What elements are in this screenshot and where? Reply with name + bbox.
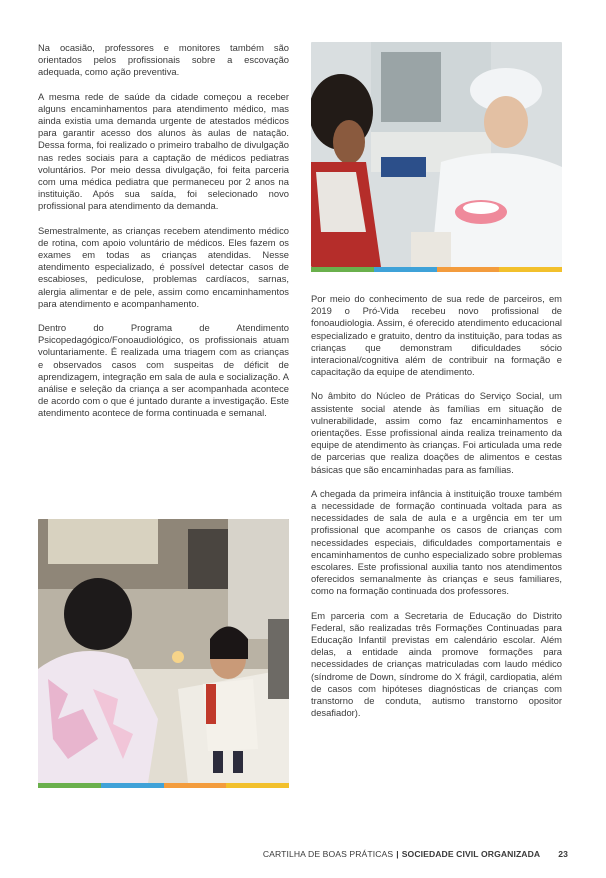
paragraph-dental-guidance: Na ocasião, professores e monitores também são orientados pelos profissionais sobre a escovação adequada, como ação preventiva. <box>38 42 289 78</box>
photo-color-stripe-right <box>311 267 562 272</box>
footer-publication: CARTILHA DE BOAS PRÁTICAS <box>262 849 394 859</box>
footer-separator: | <box>396 849 399 859</box>
photo-speech-therapy <box>311 42 562 267</box>
photo-child-examination <box>38 519 289 783</box>
photo-color-stripe-left <box>38 783 289 788</box>
page-footer <box>263 849 568 859</box>
paragraph-education-partnership: Em parceria com a Secretaria de Educação do Distrito Federal, são realizadas três Formações Continuadas para Educação Infantil previstas em calendário escolar. Além delas, a entidade ainda promove formações para necessidades de crianças matriculadas com laudo médico (síndrome de Down, síndrome do X frágil, cardiopatia, além de casos com hipóteses diagnósticas de crianças com transtorno de conduta, autismo transtorno opositor desafiador). <box>311 609 562 719</box>
paragraph-routine-checkups: Semestralmente, as crianças recebem atendimento médico de rotina, com apoio voluntário de médicos. Eles fazem os exames em todas as crianças atendidas. Nesse atendimento especializado, é possível detectar casos de escabioses, pediculose, problemas cardíacos, sarnas, alergia alimentar e de pele, assim como encaminhamentos para atendimento e acompanhamento. <box>38 224 289 309</box>
footer-organization: SOCIEDADE CIVIL ORGANIZADA <box>401 849 541 859</box>
paragraph-early-childhood: A chegada da primeira infância à instituição trouxe também a necessidade de formação continuada voltada para as necessidades de sala de aula e a urgência em ter um profissional que acompanhe os casos de crianças com necessidades especiais, dificuldades comportamentais e encaminhamentos de cunho especializado sobre problemas escolares. Este profissional auxilia tanto nos atendimentos oferecidos semanalmente às crianças e seus familiares, como na formação continuada dos professores. <box>311 487 562 597</box>
paragraph-psychopedagogic-program: Dentro do Programa de Atendimento Psicopedagógico/Fonoaudiológico, os profissionais atuam voluntariamente. É realizada uma triagem com as crianças e observados casos com suspeitas de déficit de aprendizagem, integração em sala de aula e socialização. A análise e seleção da criança a ser acompanhada acontece de acordo com o que é juntado durante a investigação. Este atendimento acontece de forma continuada e semanal. <box>38 322 289 419</box>
paragraph-medical-network: A mesma rede de saúde da cidade começou a receber alguns encaminhamentos para atendimento médico, mas ainda existia uma demanda urgente de atestados médicos para garantir acesso dos alunos às aulas de natação. Dessa forma, foi realizado o primeiro trabalho de divulgação nas redes sociais para a captação de médicos pediatras voluntários. Por meio dessa divulgação, foi feita parceria com uma médica pediatra que permaneceu por 2 anos na instituição. Após sua saída, foi selecionado novo profissional para atendimento da demanda. <box>38 90 289 212</box>
paragraph-social-service: No âmbito do Núcleo de Práticas do Serviço Social, um assistente social atende às famílias em situação de vulnerabilidade, assim como faz encaminhamentos e orientações. Esse profissional ainda realiza treinamento da equipe de atendimento às crianças. Foi articulada uma rede de parcerias que realiza doações de alimentos e cestas básicas que são encaminhadas para as famílias. <box>311 390 562 475</box>
right-column <box>311 293 562 720</box>
paragraph-speech-therapy: Por meio do conhecimento de sua rede de parceiros, em 2019 o Pró-Vida recebeu novo profissional de fonoaudiologia. Assim, é oferecido atendimento educacional especializado e gratuito, dentro da instituição, para todas as crianças que demonstram dificuldades sócio interacional/cognitiva além de contribuir na formação e capacitação da equipe de atendimento. <box>311 293 562 378</box>
left-column <box>38 42 289 420</box>
page-number: 23 <box>558 849 568 859</box>
